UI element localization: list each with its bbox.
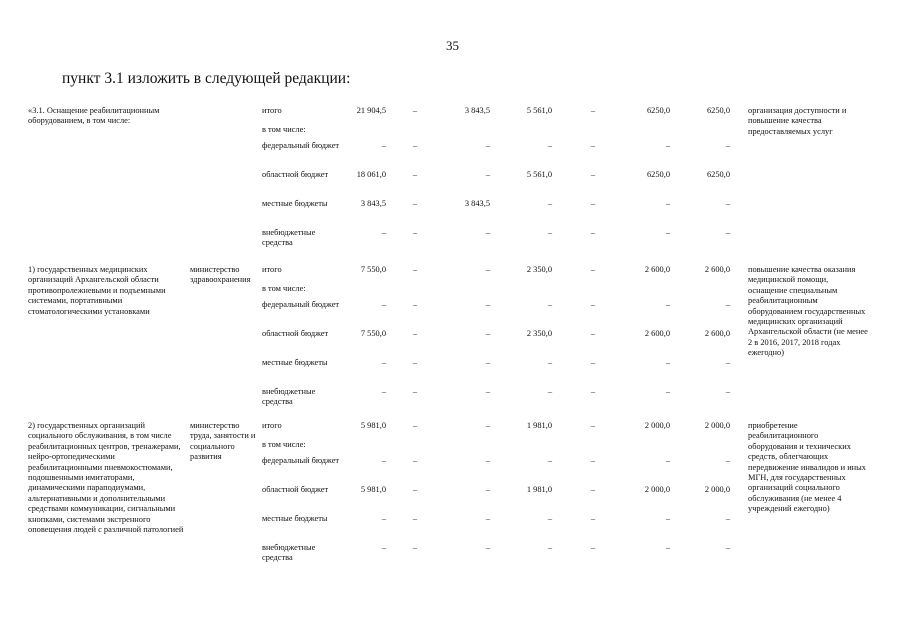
funding-source: областной бюджет bbox=[262, 329, 329, 338]
value-cell: – bbox=[547, 141, 552, 150]
expected-result: приобретение реабилитационного оборудования и технических средств, облегчающих передвижение инвалидов и иных МГН, для государственных организаций социального обслуживания (не менее 4 учреждений ежегодно) bbox=[748, 421, 866, 514]
value-cell: – bbox=[547, 300, 552, 309]
value-cell: – bbox=[590, 329, 596, 338]
value-cell: 2 000,0 bbox=[704, 421, 730, 430]
value-cell: 6250,0 bbox=[646, 170, 670, 179]
funding-source: внебюджетные средства bbox=[262, 387, 316, 407]
measure-description: «3.1. Оснащение реабилитационным оборудованием, в том числе: bbox=[28, 106, 160, 126]
value-cell: 2 600,0 bbox=[704, 265, 730, 274]
value-cell: – bbox=[665, 199, 670, 208]
value-cell: – bbox=[590, 485, 596, 494]
value-cell: – bbox=[725, 514, 730, 523]
value-cell: – bbox=[381, 514, 386, 523]
value-cell: 2 000,0 bbox=[704, 485, 730, 494]
value-cell: – bbox=[725, 456, 730, 465]
value-cell: – bbox=[381, 543, 386, 552]
value-cell: 3 843,5 bbox=[360, 199, 386, 208]
value-cell: 5 981,0 bbox=[360, 485, 386, 494]
value-cell: – bbox=[547, 199, 552, 208]
value-cell: – bbox=[590, 228, 596, 237]
funding-source: местные бюджеты bbox=[262, 199, 328, 208]
value-cell: 1 981,0 bbox=[526, 421, 552, 430]
value-cell: – bbox=[665, 358, 670, 367]
value-cell: – bbox=[381, 300, 386, 309]
value-cell: – bbox=[412, 456, 418, 465]
funding-source: федеральный бюджет bbox=[262, 300, 340, 309]
value-cell: – bbox=[485, 485, 490, 494]
value-cell: – bbox=[485, 300, 490, 309]
value-cell: – bbox=[485, 456, 490, 465]
value-cell: – bbox=[547, 456, 552, 465]
funding-source: в том числе: bbox=[262, 440, 306, 449]
value-cell: – bbox=[665, 228, 670, 237]
value-cell: 5 561,0 bbox=[526, 170, 552, 179]
value-cell: – bbox=[412, 170, 418, 179]
value-cell: 6250,0 bbox=[706, 106, 730, 115]
value-cell: – bbox=[412, 106, 418, 115]
value-cell: – bbox=[412, 141, 418, 150]
value-cell: – bbox=[547, 228, 552, 237]
value-cell: – bbox=[381, 358, 386, 367]
value-cell: – bbox=[412, 485, 418, 494]
value-cell: – bbox=[485, 421, 490, 430]
funding-source: в том числе: bbox=[262, 125, 306, 134]
value-cell: – bbox=[412, 199, 418, 208]
value-cell: 2 600,0 bbox=[644, 265, 670, 274]
funding-source: внебюджетные средства bbox=[262, 228, 316, 248]
value-cell: 2 000,0 bbox=[644, 421, 670, 430]
value-cell: 18 061,0 bbox=[356, 170, 386, 179]
executor-cell: министерство труда, занятости и социального развития bbox=[190, 421, 256, 462]
value-cell: – bbox=[412, 421, 418, 430]
value-cell: – bbox=[590, 514, 596, 523]
value-cell: – bbox=[725, 199, 730, 208]
value-cell: – bbox=[547, 387, 552, 396]
value-cell: – bbox=[485, 329, 490, 338]
value-cell: – bbox=[547, 514, 552, 523]
value-cell: – bbox=[485, 170, 490, 179]
funding-source: внебюджетные средства bbox=[262, 543, 316, 563]
value-cell: – bbox=[485, 358, 490, 367]
value-cell: – bbox=[412, 358, 418, 367]
value-cell: – bbox=[590, 387, 596, 396]
value-cell: – bbox=[665, 514, 670, 523]
value-cell: – bbox=[485, 543, 490, 552]
value-cell: – bbox=[665, 387, 670, 396]
value-cell: 6250,0 bbox=[646, 106, 670, 115]
heading: пункт 3.1 изложить в следующей редакции: bbox=[62, 70, 351, 87]
value-cell: – bbox=[381, 387, 386, 396]
value-cell: – bbox=[381, 141, 386, 150]
value-cell: 6250,0 bbox=[706, 170, 730, 179]
value-cell: – bbox=[725, 300, 730, 309]
page-number: 35 bbox=[446, 38, 459, 53]
value-cell: – bbox=[381, 228, 386, 237]
value-cell: – bbox=[485, 228, 490, 237]
value-cell: – bbox=[485, 387, 490, 396]
value-cell: – bbox=[485, 265, 490, 274]
value-cell: – bbox=[665, 456, 670, 465]
expected-result: организация доступности и повышение качества предоставляемых услуг bbox=[748, 106, 847, 136]
value-cell: – bbox=[590, 265, 596, 274]
value-cell: – bbox=[412, 329, 418, 338]
expected-result: повышение качества оказания медицинской помощи, оснащение специальным реабилитационным оборудованием государственных медицинских организаций Архангельской области (не менее 2 в 2016, 2017, 2018 годах ежегодно) bbox=[748, 265, 868, 358]
value-cell: 2 350,0 bbox=[526, 265, 552, 274]
funding-source: итого bbox=[262, 421, 282, 430]
measure-description: 2) государственных организаций социального обслуживания, в том числе реабилитационных центров, тренажерами, нейро-ортопедическими реабилитационными пневмокостюмами, подошвенными имитаторами, динамическими парaподиумами, альтернативными и дополнительными средствами коммуникации, сигнальными кнопками, системами экстренного оповещения людей с различной патологией bbox=[28, 421, 184, 535]
value-cell: – bbox=[590, 421, 596, 430]
value-cell: – bbox=[412, 228, 418, 237]
value-cell: – bbox=[381, 456, 386, 465]
value-cell: – bbox=[725, 358, 730, 367]
executor-cell: министерство здравоохранения bbox=[190, 265, 251, 285]
value-cell: 5 981,0 bbox=[360, 421, 386, 430]
measure-description: 1) государственных медицинских организаций Архангельской области противопролежневыми и подъемными системами, портативными стоматологическими установками bbox=[28, 265, 166, 316]
value-cell: – bbox=[725, 387, 730, 396]
value-cell: 3 843,5 bbox=[464, 199, 490, 208]
funding-source: областной бюджет bbox=[262, 485, 329, 494]
value-cell: 7 550,0 bbox=[360, 329, 386, 338]
value-cell: 2 000,0 bbox=[644, 485, 670, 494]
value-cell: – bbox=[590, 456, 596, 465]
value-cell: – bbox=[590, 141, 596, 150]
value-cell: – bbox=[590, 300, 596, 309]
value-cell: – bbox=[485, 141, 490, 150]
funding-source: областной бюджет bbox=[262, 170, 329, 179]
funding-source: федеральный бюджет bbox=[262, 141, 340, 150]
value-cell: – bbox=[547, 358, 552, 367]
value-cell: – bbox=[412, 300, 418, 309]
value-cell: – bbox=[665, 141, 670, 150]
value-cell: – bbox=[590, 170, 596, 179]
value-cell: – bbox=[412, 543, 418, 552]
funding-source: итого bbox=[262, 106, 282, 115]
value-cell: – bbox=[665, 300, 670, 309]
value-cell: 1 981,0 bbox=[526, 485, 552, 494]
value-cell: – bbox=[590, 106, 596, 115]
funding-source: местные бюджеты bbox=[262, 358, 328, 367]
funding-source: федеральный бюджет bbox=[262, 456, 340, 465]
value-cell: 3 843,5 bbox=[464, 106, 490, 115]
value-cell: 5 561,0 bbox=[526, 106, 552, 115]
funding-source: местные бюджеты bbox=[262, 514, 328, 523]
value-cell: – bbox=[590, 543, 596, 552]
value-cell: – bbox=[665, 543, 670, 552]
value-cell: 7 550,0 bbox=[360, 265, 386, 274]
funding-source: итого bbox=[262, 265, 282, 274]
value-cell: – bbox=[485, 514, 490, 523]
value-cell: – bbox=[547, 543, 552, 552]
value-cell: – bbox=[412, 265, 418, 274]
value-cell: 2 350,0 bbox=[526, 329, 552, 338]
value-cell: – bbox=[412, 387, 418, 396]
value-cell: – bbox=[725, 228, 730, 237]
value-cell: – bbox=[412, 514, 418, 523]
value-cell: – bbox=[725, 141, 730, 150]
value-cell: – bbox=[590, 358, 596, 367]
value-cell: – bbox=[590, 199, 596, 208]
value-cell: 2 600,0 bbox=[704, 329, 730, 338]
value-cell: 2 600,0 bbox=[644, 329, 670, 338]
value-cell: – bbox=[725, 543, 730, 552]
value-cell: 21 904,5 bbox=[356, 106, 386, 115]
funding-source: в том числе: bbox=[262, 284, 306, 293]
